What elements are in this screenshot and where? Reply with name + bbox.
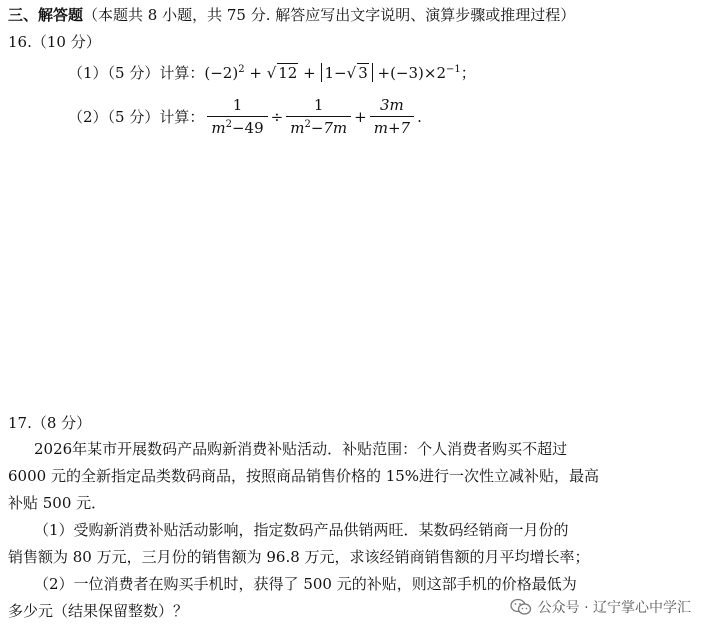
- section-title: 三、解答题: [8, 6, 84, 24]
- f2-den-var: m: [290, 119, 305, 137]
- term-2-exp: −1: [446, 64, 461, 75]
- q16-part2-label: （2）（5 分）计算：: [68, 108, 205, 126]
- abs-value: [321, 63, 373, 82]
- radical-sign: √: [266, 64, 277, 82]
- q17-line-6: （2）一位消费者在购买手机时，获得了 500 元的补贴，则这部手机的价格最低为: [34, 575, 577, 593]
- watermark: [510, 597, 691, 617]
- q16-part2: [68, 96, 422, 137]
- term-neg2: (−2): [204, 64, 239, 82]
- q17-line-5: 销售额为 80 万元，三月份的销售额为 96.8 万元，求该经销商销售额的月平均增长率；: [8, 548, 590, 566]
- fraction-1-num: 1: [232, 96, 243, 114]
- fraction-3: [370, 96, 414, 137]
- wechat-icon: [510, 598, 532, 616]
- section-note: （本题共 8 小题，共 75 分. 解答应写出文字说明、演算步骤或推理过程）: [83, 6, 576, 24]
- part2-end: .: [417, 107, 422, 126]
- part1-end: ；: [460, 64, 476, 82]
- q17-line-4: （1）受购新消费补贴活动影响，指定数码产品供销两旺．某数码经销商一月份的: [34, 521, 569, 539]
- fraction-1-den: [207, 116, 267, 137]
- abs-one-minus: 1−: [324, 64, 347, 82]
- radical-sign-2: √: [346, 64, 357, 82]
- fraction-3-num: 3m: [380, 96, 404, 114]
- f2-den-rest: −7m: [310, 119, 348, 137]
- op-divide: ÷: [270, 107, 284, 126]
- q16-part1-label: （1）（5 分）计算：: [68, 64, 205, 82]
- f1-den-var: m: [211, 119, 226, 137]
- f1-den-rest: −49: [231, 119, 264, 137]
- f2-den-exp: 2: [304, 119, 311, 130]
- sqrt-12: 12: [278, 64, 298, 82]
- sqrt-3: 3: [358, 64, 368, 82]
- q17-line-2: 6000 元的全新指定品类数码商品，按照商品销售价格的 15%进行一次性立减补贴，最高: [8, 467, 600, 485]
- fraction-2-den: [286, 116, 351, 137]
- op-plus-3: +: [354, 107, 367, 126]
- fraction-2: [286, 96, 351, 137]
- term-neg3-times: +(−3)×2: [377, 64, 447, 82]
- q17-header: 17.（8 分）: [8, 414, 92, 432]
- q16-part1: [68, 62, 476, 83]
- section-heading: [8, 4, 575, 25]
- q17-line-7: 多少元（结果保留整数）？: [8, 602, 189, 620]
- op-plus-2: +: [303, 64, 316, 82]
- term-neg2-exp: 2: [238, 64, 245, 75]
- op-plus-1: +: [249, 64, 262, 82]
- f1-den-exp: 2: [225, 119, 232, 130]
- watermark-text: 公众号 · 辽宁掌心中学汇: [537, 600, 691, 616]
- q16-header: 16.（10 分）: [8, 33, 101, 51]
- fraction-1: [207, 96, 267, 137]
- fraction-3-den: m+7: [370, 116, 414, 137]
- q17-line-3: 补贴 500 元．: [8, 494, 107, 512]
- fraction-2-num: 1: [313, 96, 324, 114]
- q17-line-1: 2026年某市开展数码产品购新消费补贴活动．补贴范围：个人消费者购买不超过: [34, 440, 568, 458]
